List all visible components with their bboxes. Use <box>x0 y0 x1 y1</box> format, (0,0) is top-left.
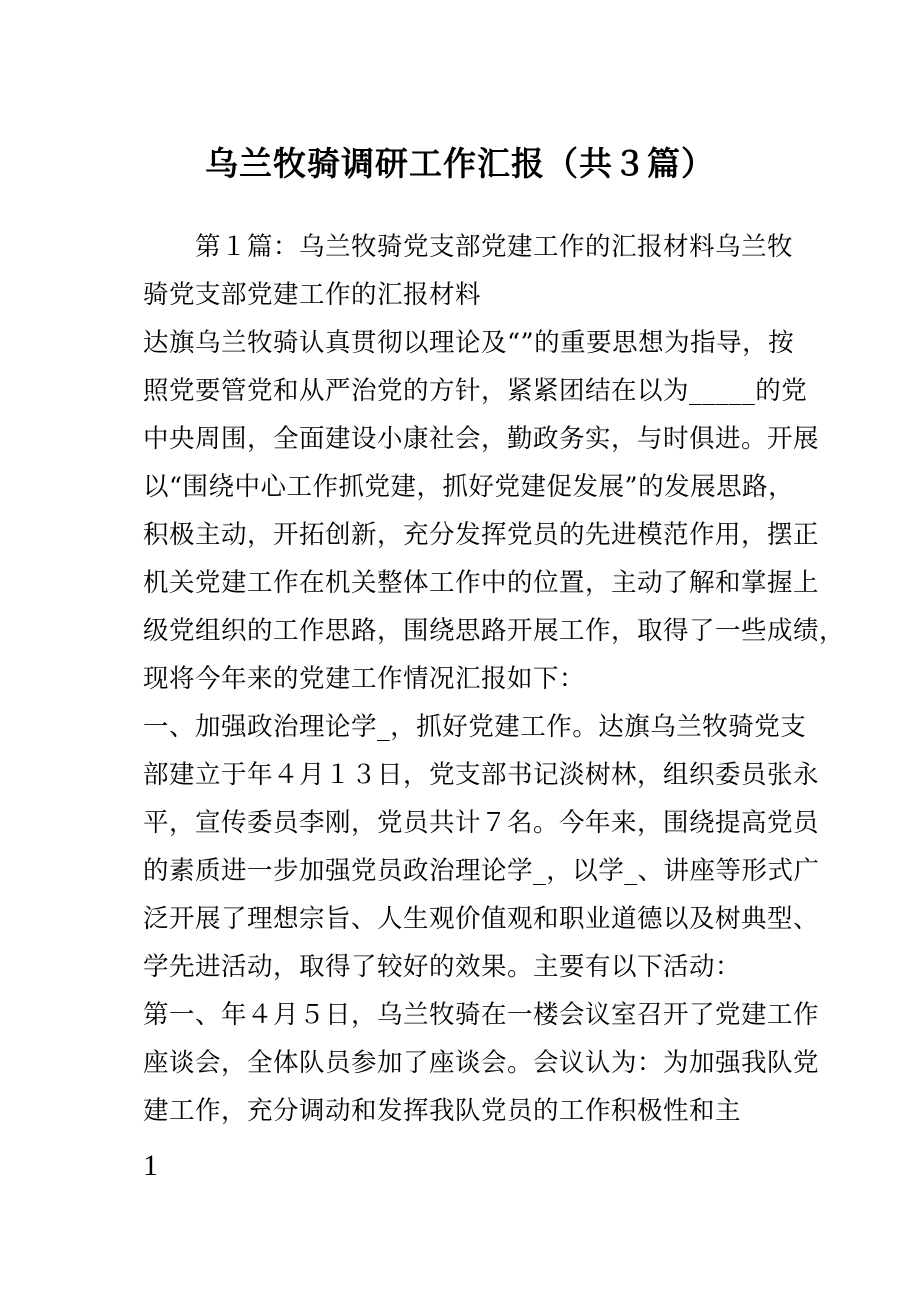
body-line: 部建立于年４月１３日，党支部书记淡树林，组织委员张永 <box>143 760 820 790</box>
body-line: 的素质进一步加强党员政治理论学_，以学_、讲座等形式广 <box>143 856 820 886</box>
body-line: 一、加强政治理论学_，抓好党建工作。达旗乌兰牧骑党支 <box>143 712 807 742</box>
page-number: 1 <box>143 1149 158 1182</box>
body-line: 建工作，充分调动和发挥我队党员的工作积极性和主 <box>143 1096 742 1126</box>
body-line: 机关党建工作在机关整体工作中的位置，主动了解和掌握上 <box>143 568 820 598</box>
body-line: 学先进活动，取得了较好的效果。主要有以下活动： <box>143 952 742 982</box>
body-line: 达旗乌兰牧骑认真贯彻以理论及“”的重要思想为指导，按 <box>143 328 795 358</box>
body-line: 骑党支部党建工作的汇报材料 <box>143 280 482 310</box>
body-line: 级党组织的工作思路，围绕思路开展工作，取得了一些成绩， <box>143 616 846 646</box>
body-line: 泛开展了理想宗旨、人生观价值观和职业道德以及树典型、 <box>143 904 820 934</box>
document-title: 乌兰牧骑调研工作汇报（共３篇） <box>205 144 715 183</box>
body-line: 中央周围，全面建设小康社会，勤政务实，与时俱进。开展 <box>143 424 820 454</box>
body-line: 以“围绕中心工作抓党建，抓好党建促发展”的发展思路， <box>143 472 795 502</box>
body-line: 座谈会，全体队员参加了座谈会。会议认为：为加强我队党 <box>143 1048 820 1078</box>
body-line: 现将今年来的党建工作情况汇报如下： <box>143 664 586 694</box>
body-line: 第１篇：乌兰牧骑党支部党建工作的汇报材料乌兰牧 <box>143 232 794 262</box>
body-line: 照党要管党和从严治党的方针，紧紧团结在以为_____的党 <box>143 376 808 406</box>
body-line: 第一、年４月５日，乌兰牧骑在一楼会议室召开了党建工作 <box>143 1000 820 1030</box>
body-line: 平，宣传委员李刚，党员共计７名。今年来，围绕提高党员 <box>143 808 820 838</box>
body-line: 积极主动，开拓创新，充分发挥党员的先进模范作用，摆正 <box>143 520 820 550</box>
